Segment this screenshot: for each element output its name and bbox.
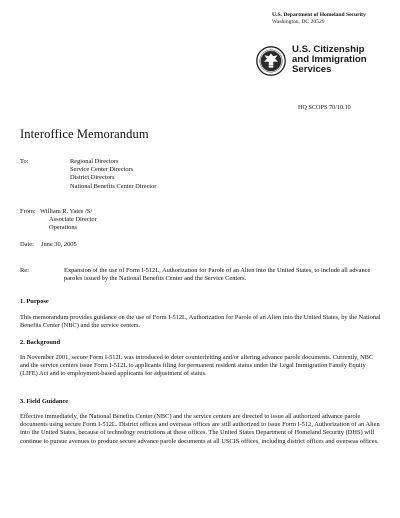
from-sender	[40, 208, 97, 233]
section-body: Effective immediately, the National Benefits Center (NBC) and the service centers are directed to issue all authorized advance parole documents using secure Form I-512L. District offices and overseas offices are still authorized to issue Form I-512, Authorization of an Alien into the United States, because of technology restrictions at these offices. The United States Department of Homeland Security (DHS) will continue to pursue avenues to produce secure advance parole documents at all USCIS offices, including district offices and overseas offices.	[20, 413, 380, 445]
sender-office: Operations	[49, 224, 78, 232]
agency-line: and Immigration	[292, 54, 367, 65]
agency-line: Services	[292, 64, 332, 75]
to-label: To:	[20, 158, 29, 165]
department-name: U.S. Department of Homeland Security	[272, 12, 366, 18]
section-heading: 1. Purpose	[20, 298, 49, 305]
recipient: National Benefits Center Director	[70, 182, 157, 190]
memo-title: Interoffice Memorandum	[20, 127, 149, 141]
date-value: June 30, 2005	[41, 241, 77, 248]
section-heading: 3. Field Guidance	[20, 398, 69, 405]
recipient: District Directors	[70, 174, 115, 182]
recipient: Service Center Directors	[70, 166, 134, 174]
re-subject: Expansion of the use of Form I-512L, Authorization for Parole of an Alien into the United States, to include all advance paroles issued by the National Benefits Center and the Service Centers.	[64, 267, 371, 283]
re-label: Re:	[20, 267, 29, 274]
sender-title: Associate Director	[49, 216, 97, 224]
section-body: In November 2001, secure Form I-512L was introduced to deter counterfeiting and/or altering advance parole documents. Currently, NBC and the service centers issue Form I-512L to applicants filing for permanent resident status under the Legal Immigration Family Equity (LIFE) Act and to employment-based applicants for adjustment of status.	[20, 354, 374, 378]
agency-line: U.S. Citizenship	[292, 44, 365, 55]
recipient: Regional Directors	[70, 158, 119, 165]
section-heading: 2. Background	[20, 339, 61, 346]
date-label: Date:	[20, 241, 34, 248]
sender-name: William R. Yates /S/	[40, 208, 93, 215]
dhs-seal-icon	[256, 46, 286, 76]
department-address: Washington, DC 20529	[272, 19, 325, 25]
section-body: This memorandum provides guidance on the use of Form I-512L, Authorization for Parole of an Alien into the United States, by the National Benefits Center (NBC) and the service centers.	[20, 314, 381, 330]
department-header	[272, 12, 366, 26]
from-label: From:	[20, 208, 36, 215]
to-recipients	[70, 158, 156, 191]
agency-name	[292, 45, 367, 75]
reference-number: HQ SCOPS 70/10.10	[298, 104, 351, 111]
